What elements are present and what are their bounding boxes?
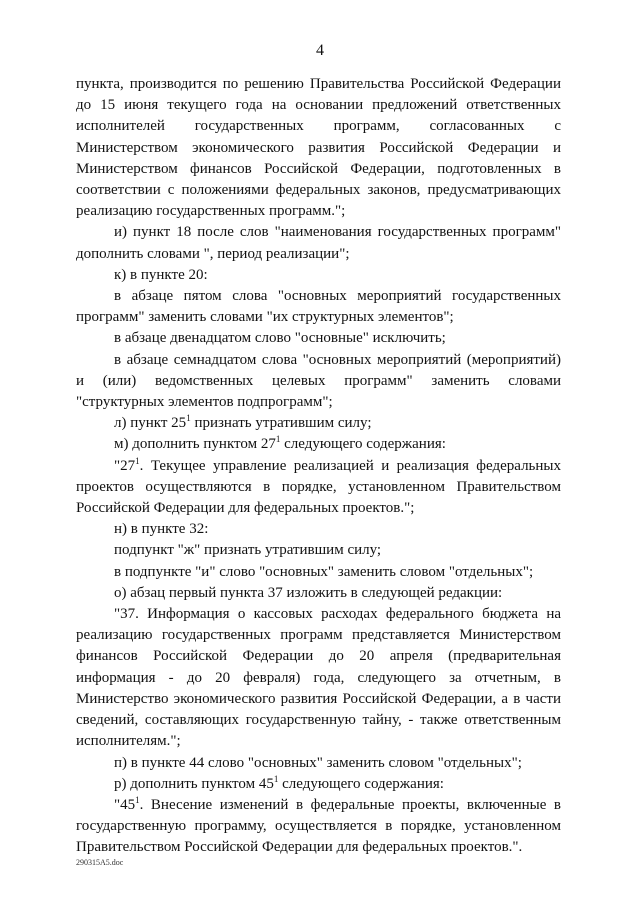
paragraph xyxy=(76,774,561,795)
paragraph-text: р) дополнить пунктом 45 xyxy=(114,775,274,792)
superscript: 1 xyxy=(273,773,279,784)
paragraph: п) в пункте 44 слово "основных" заменить словом "отдельных"; xyxy=(114,754,522,771)
document-body xyxy=(76,74,561,859)
paragraph-text: следующего содержания: xyxy=(280,436,446,453)
document-filename-footer: 290315А5.doc xyxy=(76,858,124,867)
paragraph: "37. Информация о кассовых расходах федерального бюджета на реализацию государственных программ представляется Министерством финансов Российской Федерации до 20 апреля (предварительная информация - до 20 февраля) года, следующего за отчетным, в Министерство экономического развития Российской Федерации, а в части сведений, составляющих государственную тайну, - также ответственным исполнителям."; xyxy=(76,606,561,750)
paragraph: н) в пункте 32: xyxy=(114,521,209,538)
paragraph: в абзаце двенадцатом слово "основные" исключить; xyxy=(114,330,446,347)
paragraph-text: . Внесение изменений в федеральные проекты, включенные в государственную программу, осуществляется в порядке, установленном Правительством Российской Федерации для федеральных проектов.". xyxy=(76,796,561,856)
paragraph: в абзаце семнадцатом слова "основных мероприятий (мероприятий) и (или) ведомственных целевых программ" заменить словами "структурных элементов подпрограмм"; xyxy=(76,351,561,411)
paragraph xyxy=(76,795,561,859)
superscript: 1 xyxy=(135,794,140,805)
paragraph: в абзаце пятом слова "основных мероприятий государственных программ" заменить словами "их структурных элементов"; xyxy=(76,288,561,326)
paragraph: пункта, производится по решению Правительства Российской Федерации до 15 июня текущего года на основании предложений ответственных исполнителей государственных программ, согласованных с Министерством экономического развития Российской Федерации и Министерством финансов Российской Федерации, подготовленных в соответствии с положениями федеральных законов, предусматривающих реализацию государственных программ."; xyxy=(76,76,561,220)
paragraph-text: . Текущее управление реализацией и реализация федеральных проектов осуществляются в порядке, установленном Правительством Российской Федерации для федеральных проектов."; xyxy=(76,457,561,517)
superscript: 1 xyxy=(275,434,281,445)
paragraph: и) пункт 18 после слов "наименования государственных программ" дополнить словами ", период реализации"; xyxy=(76,224,561,262)
superscript: 1 xyxy=(135,455,140,466)
paragraph xyxy=(76,456,561,520)
page-number: 4 xyxy=(316,42,324,59)
paragraph-text: "45 xyxy=(114,796,136,813)
paragraph: о) абзац первый пункта 37 изложить в следующей редакции: xyxy=(114,584,503,601)
paragraph-text: признать утратившим силу; xyxy=(190,415,372,432)
paragraph: к) в пункте 20: xyxy=(114,266,208,283)
paragraph: в подпункте "и" слово "основных" заменить словом "отдельных"; xyxy=(114,563,534,580)
paragraph-text: м) дополнить пунктом 27 xyxy=(114,436,276,453)
paragraph-text: л) пункт 25 xyxy=(114,415,187,432)
paragraph-text: следующего содержания: xyxy=(278,775,444,792)
superscript: 1 xyxy=(186,413,191,424)
paragraph xyxy=(76,413,561,434)
paragraph xyxy=(76,434,561,455)
paragraph: подпункт "ж" признать утратившим силу; xyxy=(114,542,382,559)
paragraph-text: "27 xyxy=(114,457,136,474)
